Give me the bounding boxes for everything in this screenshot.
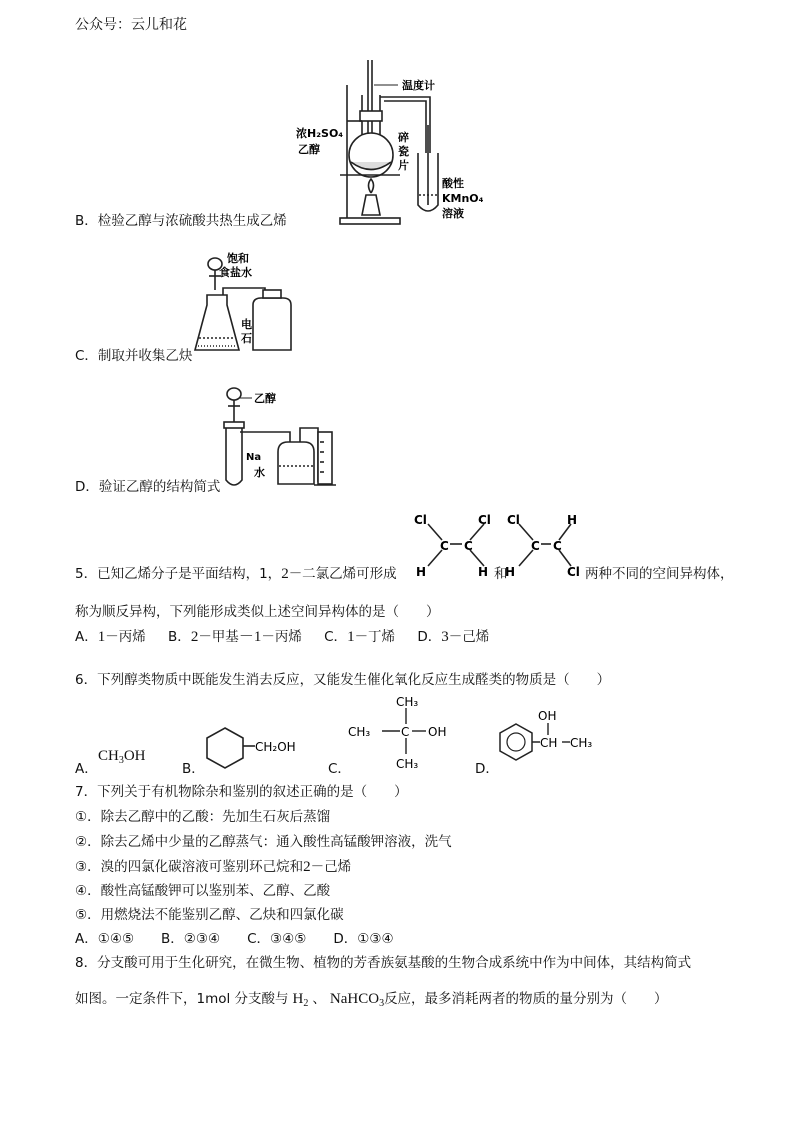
label-chips-1: 碎 — [398, 131, 409, 144]
ch-label: CH — [540, 736, 558, 750]
q7-item-2: ②．除去乙烯中少量的乙醇蒸气：通入酸性高锰酸钾溶液，洗气 — [75, 834, 452, 850]
q8-line2: 如图。一定条件下，1mol 分支酸与 $H_2$ 、 NaHCO$_3$反应，最多消耗两者的物质的量分别为（ ） — [75, 991, 668, 1009]
atom-c: C — [464, 539, 473, 553]
cis-dichloroethylene-structure — [412, 510, 500, 578]
option-d-label: D．验证乙醇的结构简式 — [75, 479, 221, 495]
atom-h: H — [505, 565, 516, 579]
oh-label: OH — [538, 709, 557, 723]
label-ethanol: 乙醇 — [298, 143, 320, 156]
central-carbon: C — [401, 725, 410, 739]
label-brine-2: 食盐水 — [219, 266, 252, 279]
1-phenylethanol-structure — [496, 706, 606, 772]
ch3-left: CH₃ — [348, 725, 371, 739]
ch3-top: CH₃ — [396, 695, 419, 709]
label-carbide-2: 石 — [241, 332, 252, 345]
q7-item-5: ⑤．用燃烧法不能鉴别乙醇、乙炔和四氯化碳 — [75, 907, 344, 923]
q7-stem: 7．下列关于有机物除杂和鉴别的叙述正确的是（ ） — [75, 784, 408, 800]
label-chips-2: 瓷 — [398, 145, 409, 158]
label-kmno4: KMnO₄ — [442, 192, 484, 205]
q6-option-d-label: D． — [475, 761, 499, 777]
label-chips-3: 片 — [398, 159, 409, 172]
header-title: 公众号：云儿和花 — [75, 17, 187, 33]
q8-line1: 8．分支酸可用于生化研究，在微生物、植物的芳香族氨基酸的生物合成系统中作为中间体，其结构简式 — [75, 955, 692, 971]
figure-ethylene-apparatus — [290, 55, 490, 235]
q6-option-a-label: A． — [75, 761, 98, 777]
atom-h: H — [478, 565, 489, 579]
q7-item-1: ①．除去乙醇中的乙酸：先加生石灰后蒸馏 — [75, 809, 331, 825]
atom-c: C — [440, 539, 449, 553]
label-solution: 溶液 — [442, 207, 464, 220]
option-b-label: B．检验乙醇与浓硫酸共热生成乙烯 — [75, 213, 287, 229]
ch3-bottom: CH₃ — [396, 757, 419, 771]
atom-cl: Cl — [507, 513, 520, 527]
atom-cl: Cl — [567, 565, 580, 579]
label-conc-sulfuric-acid: 浓H₂SO₄ — [296, 127, 344, 140]
trans-dichloroethylene-structure — [505, 510, 585, 578]
q6-option-a-formula: $CH_3OH$ — [98, 748, 146, 766]
q5-stem-line2: 称为顺反异构，下列能形成类似上述空间异构体的是（ ） — [75, 604, 440, 620]
ch3-label: CH₃ — [570, 736, 593, 750]
label-thermometer: 温度计 — [402, 79, 435, 92]
label-acidic: 酸性 — [442, 177, 464, 190]
figure-acetylene-apparatus — [195, 250, 305, 365]
q5-and: 和 — [494, 566, 508, 582]
q7-item-3: ③．溴的四氯化碳溶液可鉴别环己烷和2－己烯 — [75, 859, 352, 875]
q6-stem: 6．下列醇类物质中既能发生消去反应，又能发生催化氧化反应生成醛类的物质是（ ） — [75, 672, 611, 688]
oh-group: OH — [428, 725, 447, 739]
option-c-label: C．制取并收集乙炔 — [75, 348, 193, 364]
ch2oh-group: CH₂OH — [255, 740, 296, 754]
q7-options: A．①④⑤ B．②③④ C．③④⑤ D．①③④ — [75, 931, 394, 947]
cyclohexylmethanol-structure — [205, 726, 305, 776]
atom-h: H — [567, 513, 578, 527]
atom-c: C — [531, 539, 540, 553]
q5-options: A．1－丙烯 B．2－甲基－1－丙烯 C．1－丁烯 D．3－己烯 — [75, 629, 490, 645]
q7-item-4: ④．酸性高锰酸钾可以鉴别苯、乙醇、乙酸 — [75, 883, 331, 899]
atom-h: H — [416, 565, 427, 579]
atom-cl: Cl — [478, 513, 491, 527]
atom-cl: Cl — [414, 513, 427, 527]
label-ethanol-d: 乙醇 — [254, 392, 276, 405]
label-sodium: Na — [246, 452, 262, 463]
label-carbide-1: 电 — [241, 318, 252, 331]
label-water: 水 — [254, 466, 265, 479]
figure-ethanol-verification — [218, 382, 348, 494]
q5-stem-tail: 两种不同的空间异构体， — [585, 566, 734, 582]
q5-stem-line1: 5．已知乙烯分子是平面结构，1，2－二氯乙烯可形成 — [75, 566, 397, 582]
label-brine-1: 饱和 — [227, 252, 249, 265]
q6-option-b-label: B． — [182, 761, 205, 777]
q6-option-c-label: C． — [328, 761, 351, 777]
atom-c: C — [553, 539, 562, 553]
tert-butanol-structure — [348, 692, 458, 774]
